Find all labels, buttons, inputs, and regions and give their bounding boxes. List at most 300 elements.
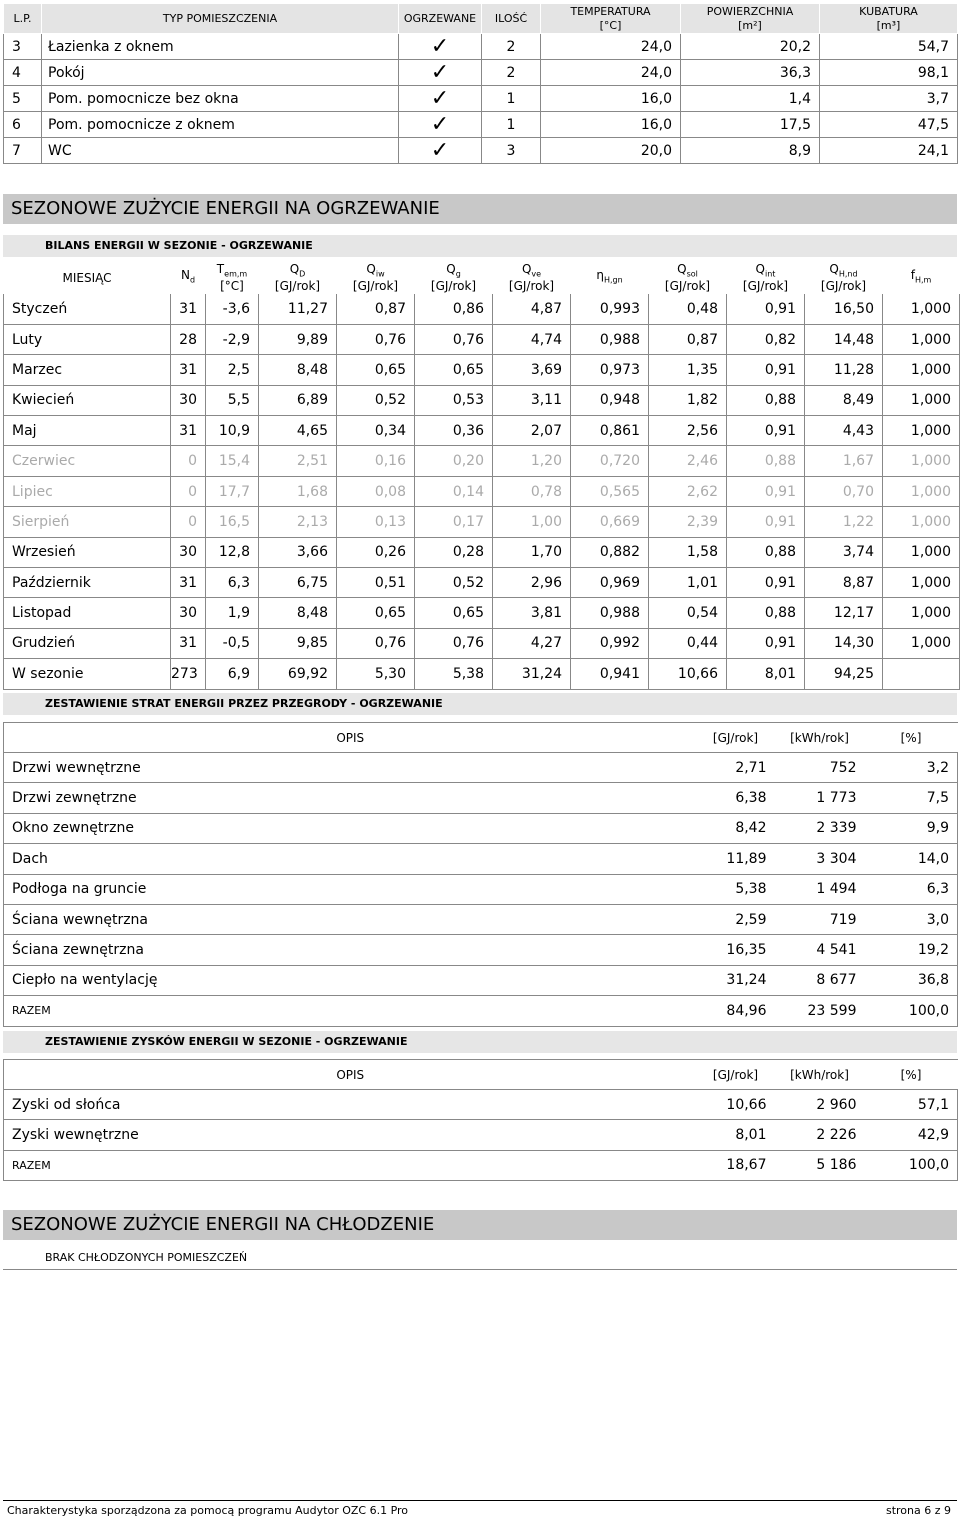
month-qg: 0,76 bbox=[415, 628, 493, 658]
month-qg: 0,65 bbox=[415, 598, 493, 628]
losses-body bbox=[4, 753, 958, 1027]
month-qve: 3,81 bbox=[493, 598, 571, 628]
row-kwh: 1 494 bbox=[775, 874, 865, 904]
table-row bbox=[4, 416, 960, 446]
month-name: Lipiec bbox=[4, 476, 171, 506]
check-icon: ✓ bbox=[399, 112, 482, 138]
table-row bbox=[4, 874, 958, 904]
month-qsol: 2,39 bbox=[649, 507, 727, 537]
row-pct: 3,2 bbox=[865, 753, 958, 783]
month-qiw: 0,26 bbox=[337, 537, 415, 567]
month-eta: 0,861 bbox=[571, 416, 649, 446]
month-nd: 30 bbox=[171, 537, 206, 567]
room-volume: 54,7 bbox=[820, 34, 958, 60]
month-qint: 0,88 bbox=[727, 598, 805, 628]
col-eta-symbol: η bbox=[596, 268, 604, 283]
footer-program: Charakterystyka sporządzona za pomocą programu Audytor OZC 6.1 Pro bbox=[7, 1504, 409, 1517]
row-gj: 16,35 bbox=[697, 935, 775, 965]
room-name: Łazienka z oknem bbox=[42, 34, 399, 60]
col-heated: OGRZEWANE bbox=[399, 4, 482, 34]
col-area bbox=[681, 4, 820, 34]
row-pct: 42,9 bbox=[865, 1120, 958, 1150]
cooling-section-title: SEZONOWE ZUŻYCIE ENERGII NA CHŁODZENIE bbox=[3, 1210, 957, 1240]
col-qd-unit: [GJ/rok] bbox=[274, 279, 321, 294]
row-description: Okno zewnętrzne bbox=[4, 813, 697, 843]
month-qg: 0,28 bbox=[415, 537, 493, 567]
row-gj: 10,66 bbox=[697, 1090, 775, 1120]
month-qd: 8,48 bbox=[259, 598, 337, 628]
month-eta: 0,992 bbox=[571, 628, 649, 658]
col-qve-sub: ve bbox=[531, 269, 542, 279]
month-eta: 0,948 bbox=[571, 385, 649, 415]
table-row bbox=[4, 904, 958, 934]
col-tem-sub: em,m bbox=[224, 269, 248, 279]
col-qint bbox=[727, 262, 805, 294]
table-row bbox=[4, 1120, 958, 1150]
total-row bbox=[4, 1150, 958, 1180]
col-qint-symbol: Q bbox=[755, 262, 765, 276]
month-qd: 1,68 bbox=[259, 476, 337, 506]
col-qd-sub: D bbox=[299, 269, 306, 279]
month-f: 1,000 bbox=[883, 537, 960, 567]
month-nd: 28 bbox=[171, 324, 206, 354]
month-qint: 0,91 bbox=[727, 476, 805, 506]
heating-section-title: SEZONOWE ZUŻYCIE ENERGII NA OGRZEWANIE bbox=[3, 194, 957, 224]
month-name: Październik bbox=[4, 568, 171, 598]
month-qd: 3,66 bbox=[259, 537, 337, 567]
month-qd: 8,48 bbox=[259, 355, 337, 385]
total-row bbox=[4, 996, 958, 1026]
table-row bbox=[4, 507, 960, 537]
month-qint: 0,88 bbox=[727, 537, 805, 567]
month-f: 1,000 bbox=[883, 568, 960, 598]
col-qsol-symbol: Q bbox=[677, 262, 687, 276]
month-nd: 31 bbox=[171, 416, 206, 446]
col-fhm-symbol: f bbox=[910, 268, 915, 283]
row-description: Dach bbox=[4, 844, 697, 874]
total-pct: 100,0 bbox=[865, 1150, 958, 1180]
col-lp: L.P. bbox=[4, 4, 42, 34]
month-qint: 0,91 bbox=[727, 628, 805, 658]
row-kwh: 8 677 bbox=[775, 965, 865, 995]
table-row bbox=[4, 385, 960, 415]
row-pct: 6,3 bbox=[865, 874, 958, 904]
month-qhnd: 16,50 bbox=[805, 294, 883, 324]
total-label: RAZEM bbox=[4, 1150, 697, 1180]
room-area: 36,3 bbox=[681, 60, 820, 86]
month-qiw: 0,34 bbox=[337, 416, 415, 446]
month-qve: 1,00 bbox=[493, 507, 571, 537]
table-row bbox=[4, 628, 960, 658]
month-t: 12,8 bbox=[206, 537, 259, 567]
month-qd: 4,65 bbox=[259, 416, 337, 446]
month-qint: 0,88 bbox=[727, 385, 805, 415]
col-qsol-sub: sol bbox=[686, 269, 698, 279]
col-qve bbox=[493, 262, 571, 294]
month-qve: 3,11 bbox=[493, 385, 571, 415]
row-gj: 6,38 bbox=[697, 783, 775, 813]
row-gj: 11,89 bbox=[697, 844, 775, 874]
month-eta: 0,720 bbox=[571, 446, 649, 476]
col-volume-unit: [m³] bbox=[876, 18, 901, 32]
month-eta: 0,993 bbox=[571, 294, 649, 324]
month-qg: 0,76 bbox=[415, 324, 493, 354]
col-nd bbox=[171, 262, 206, 294]
month-qve: 4,74 bbox=[493, 324, 571, 354]
col-qsol-unit: [GJ/rok] bbox=[664, 279, 711, 294]
room-volume: 47,5 bbox=[820, 112, 958, 138]
room-volume: 3,7 bbox=[820, 86, 958, 112]
month-qint: 0,91 bbox=[727, 355, 805, 385]
row-pct: 7,5 bbox=[865, 783, 958, 813]
month-qg: 0,36 bbox=[415, 416, 493, 446]
month-qg: 0,86 bbox=[415, 294, 493, 324]
row-description: Zyski od słońca bbox=[4, 1090, 697, 1120]
month-qd: 11,27 bbox=[259, 294, 337, 324]
total-gj: 18,67 bbox=[697, 1150, 775, 1180]
month-qiw: 0,65 bbox=[337, 598, 415, 628]
gains-title: ZESTAWIENIE ZYSKÓW ENERGII W SEZONIE - OGRZEWANIE bbox=[3, 1031, 957, 1053]
month-eta: 0,988 bbox=[571, 324, 649, 354]
table-row bbox=[4, 568, 960, 598]
month-qiw: 0,52 bbox=[337, 385, 415, 415]
month-qve: 2,07 bbox=[493, 416, 571, 446]
col-qhnd bbox=[805, 262, 883, 294]
col-volume-label: KUBATURA bbox=[859, 4, 918, 18]
month-qiw: 0,16 bbox=[337, 446, 415, 476]
row-kwh: 3 304 bbox=[775, 844, 865, 874]
month-qsol: 2,46 bbox=[649, 446, 727, 476]
col-qg-unit: [GJ/rok] bbox=[430, 279, 477, 294]
table-row bbox=[4, 1090, 958, 1120]
month-qiw: 0,51 bbox=[337, 568, 415, 598]
month-eta: 0,969 bbox=[571, 568, 649, 598]
row-gj: 2,71 bbox=[697, 753, 775, 783]
col-qsol bbox=[649, 262, 727, 294]
month-qve: 2,96 bbox=[493, 568, 571, 598]
month-nd: 30 bbox=[171, 598, 206, 628]
table-row bbox=[4, 965, 958, 995]
table-row bbox=[4, 476, 960, 506]
table-row bbox=[4, 598, 960, 628]
month-nd: 31 bbox=[171, 294, 206, 324]
row-pct: 19,2 bbox=[865, 935, 958, 965]
check-icon: ✓ bbox=[399, 138, 482, 164]
room-area: 20,2 bbox=[681, 34, 820, 60]
col-tem-symbol: T bbox=[216, 262, 225, 276]
month-f: 1,000 bbox=[883, 476, 960, 506]
month-qg: 0,17 bbox=[415, 507, 493, 537]
energy-balance-table bbox=[3, 262, 960, 690]
month-qsol: 1,01 bbox=[649, 568, 727, 598]
month-t: 17,7 bbox=[206, 476, 259, 506]
month-nd: 0 bbox=[171, 446, 206, 476]
month-f: 1,000 bbox=[883, 416, 960, 446]
room-name: WC bbox=[42, 138, 399, 164]
col-temperature bbox=[541, 4, 681, 34]
col-gj: [GJ/rok] bbox=[697, 1060, 775, 1090]
month-f: 1,000 bbox=[883, 355, 960, 385]
month-qhnd: 0,70 bbox=[805, 476, 883, 506]
col-qiw-unit: [GJ/rok] bbox=[352, 279, 399, 294]
month-t: 2,5 bbox=[206, 355, 259, 385]
season-qint: 8,01 bbox=[727, 659, 805, 689]
check-icon: ✓ bbox=[399, 60, 482, 86]
total-pct: 100,0 bbox=[865, 996, 958, 1026]
month-t: 10,9 bbox=[206, 416, 259, 446]
page-footer bbox=[3, 1500, 957, 1520]
month-name: Kwiecień bbox=[4, 385, 171, 415]
balance-body bbox=[4, 294, 960, 689]
month-qd: 2,13 bbox=[259, 507, 337, 537]
month-qhnd: 3,74 bbox=[805, 537, 883, 567]
room-lp: 6 bbox=[4, 112, 42, 138]
month-qhnd: 8,49 bbox=[805, 385, 883, 415]
month-t: -3,6 bbox=[206, 294, 259, 324]
season-qhnd: 94,25 bbox=[805, 659, 883, 689]
col-fhm-sub: H,m bbox=[914, 275, 932, 285]
table-row bbox=[4, 138, 958, 164]
table-row bbox=[4, 813, 958, 843]
season-eta: 0,941 bbox=[571, 659, 649, 689]
month-t: 1,9 bbox=[206, 598, 259, 628]
room-lp: 4 bbox=[4, 60, 42, 86]
month-name: Marzec bbox=[4, 355, 171, 385]
season-label: W sezonie bbox=[4, 659, 171, 689]
col-qhnd-symbol: Q bbox=[829, 262, 839, 276]
month-qiw: 0,08 bbox=[337, 476, 415, 506]
month-qg: 0,52 bbox=[415, 568, 493, 598]
col-pct: [%] bbox=[865, 723, 958, 753]
col-pct: [%] bbox=[865, 1060, 958, 1090]
table-row bbox=[4, 34, 958, 60]
check-icon: ✓ bbox=[399, 86, 482, 112]
col-qhnd-unit: [GJ/rok] bbox=[820, 279, 867, 294]
total-label: RAZEM bbox=[4, 996, 697, 1026]
row-gj: 8,42 bbox=[697, 813, 775, 843]
season-empty-cell bbox=[883, 659, 960, 689]
col-eta-sub: H,gn bbox=[603, 275, 623, 285]
balance-title: BILANS ENERGII W SEZONIE - OGRZEWANIE bbox=[3, 235, 957, 257]
month-qve: 4,87 bbox=[493, 294, 571, 324]
row-description: Ściana zewnętrzna bbox=[4, 935, 697, 965]
month-qsol: 0,44 bbox=[649, 628, 727, 658]
row-kwh: 752 bbox=[775, 753, 865, 783]
month-f: 1,000 bbox=[883, 324, 960, 354]
row-pct: 36,8 bbox=[865, 965, 958, 995]
col-temperature-label: TEMPERATURA bbox=[570, 4, 651, 18]
col-qg-sub: g bbox=[455, 269, 461, 279]
col-qg-symbol: Q bbox=[446, 262, 456, 276]
month-qve: 1,20 bbox=[493, 446, 571, 476]
table-row bbox=[4, 294, 960, 324]
month-t: 6,3 bbox=[206, 568, 259, 598]
room-name: Pom. pomocnicze bez okna bbox=[42, 86, 399, 112]
room-count: 2 bbox=[482, 34, 541, 60]
col-qiw bbox=[337, 262, 415, 294]
room-count: 1 bbox=[482, 86, 541, 112]
month-name: Czerwiec bbox=[4, 446, 171, 476]
row-pct: 9,9 bbox=[865, 813, 958, 843]
table-row bbox=[4, 935, 958, 965]
month-t: -2,9 bbox=[206, 324, 259, 354]
col-gj: [GJ/rok] bbox=[697, 723, 775, 753]
month-qve: 1,70 bbox=[493, 537, 571, 567]
month-nd: 31 bbox=[171, 355, 206, 385]
col-qiw-symbol: Q bbox=[366, 262, 376, 276]
row-pct: 14,0 bbox=[865, 844, 958, 874]
month-qhnd: 1,22 bbox=[805, 507, 883, 537]
month-qhnd: 4,43 bbox=[805, 416, 883, 446]
month-nd: 0 bbox=[171, 476, 206, 506]
row-description: Zyski wewnętrzne bbox=[4, 1120, 697, 1150]
col-kwh: [kWh/rok] bbox=[775, 723, 865, 753]
month-qsol: 2,62 bbox=[649, 476, 727, 506]
month-qint: 0,91 bbox=[727, 568, 805, 598]
month-name: Wrzesień bbox=[4, 537, 171, 567]
room-temp: 16,0 bbox=[541, 86, 681, 112]
month-qsol: 0,87 bbox=[649, 324, 727, 354]
col-tem-unit: [°C] bbox=[220, 279, 244, 294]
month-qd: 6,89 bbox=[259, 385, 337, 415]
month-name: Grudzień bbox=[4, 628, 171, 658]
table-row bbox=[4, 537, 960, 567]
month-qve: 4,27 bbox=[493, 628, 571, 658]
gains-header-row bbox=[4, 1060, 958, 1090]
col-qint-unit: [GJ/rok] bbox=[742, 279, 789, 294]
row-gj: 8,01 bbox=[697, 1120, 775, 1150]
month-qg: 0,20 bbox=[415, 446, 493, 476]
row-kwh: 719 bbox=[775, 904, 865, 934]
month-t: -0,5 bbox=[206, 628, 259, 658]
table-row bbox=[4, 753, 958, 783]
month-f: 1,000 bbox=[883, 628, 960, 658]
room-count: 2 bbox=[482, 60, 541, 86]
room-count: 1 bbox=[482, 112, 541, 138]
room-temp: 24,0 bbox=[541, 34, 681, 60]
room-lp: 7 bbox=[4, 138, 42, 164]
month-qg: 0,14 bbox=[415, 476, 493, 506]
month-qve: 0,78 bbox=[493, 476, 571, 506]
row-description: Podłoga na gruncie bbox=[4, 874, 697, 904]
col-qiw-sub: iw bbox=[375, 269, 385, 279]
room-temp: 16,0 bbox=[541, 112, 681, 138]
room-name: Pom. pomocnicze z oknem bbox=[42, 112, 399, 138]
month-eta: 0,973 bbox=[571, 355, 649, 385]
month-qsol: 1,35 bbox=[649, 355, 727, 385]
row-gj: 2,59 bbox=[697, 904, 775, 934]
no-cooling-note: BRAK CHŁODZONYCH POMIESZCZEŃ bbox=[3, 1248, 957, 1270]
month-qsol: 2,56 bbox=[649, 416, 727, 446]
row-description: Ciepło na wentylację bbox=[4, 965, 697, 995]
month-eta: 0,565 bbox=[571, 476, 649, 506]
row-pct: 3,0 bbox=[865, 904, 958, 934]
month-qsol: 0,48 bbox=[649, 294, 727, 324]
month-name: Sierpień bbox=[4, 507, 171, 537]
month-qsol: 1,58 bbox=[649, 537, 727, 567]
row-kwh: 2 226 bbox=[775, 1120, 865, 1150]
month-qiw: 0,13 bbox=[337, 507, 415, 537]
month-qhnd: 11,28 bbox=[805, 355, 883, 385]
month-qint: 0,91 bbox=[727, 416, 805, 446]
month-t: 5,5 bbox=[206, 385, 259, 415]
col-volume bbox=[820, 4, 958, 34]
season-qve: 31,24 bbox=[493, 659, 571, 689]
losses-table bbox=[3, 722, 958, 1027]
month-qint: 0,91 bbox=[727, 294, 805, 324]
season-qd: 69,92 bbox=[259, 659, 337, 689]
check-icon: ✓ bbox=[399, 34, 482, 60]
rooms-table bbox=[3, 3, 958, 164]
col-fhm bbox=[883, 262, 960, 294]
col-qhnd-sub: H,nd bbox=[838, 269, 858, 279]
col-qve-symbol: Q bbox=[521, 262, 532, 276]
col-eta bbox=[571, 262, 649, 294]
season-total-row bbox=[4, 659, 960, 689]
total-gj: 84,96 bbox=[697, 996, 775, 1026]
month-f: 1,000 bbox=[883, 294, 960, 324]
col-opis: OPIS bbox=[4, 723, 697, 753]
room-area: 1,4 bbox=[681, 86, 820, 112]
month-qve: 3,69 bbox=[493, 355, 571, 385]
col-count: ILOŚĆ bbox=[482, 4, 541, 34]
season-qiw: 5,30 bbox=[337, 659, 415, 689]
table-row bbox=[4, 324, 960, 354]
month-qhnd: 14,48 bbox=[805, 324, 883, 354]
month-eta: 0,988 bbox=[571, 598, 649, 628]
month-qiw: 0,76 bbox=[337, 628, 415, 658]
month-f: 1,000 bbox=[883, 598, 960, 628]
col-room-type: TYP POMIESZCZENIA bbox=[42, 4, 399, 34]
month-t: 16,5 bbox=[206, 507, 259, 537]
room-volume: 24,1 bbox=[820, 138, 958, 164]
season-qg: 5,38 bbox=[415, 659, 493, 689]
col-month-label: MIESIĄC bbox=[62, 270, 112, 285]
month-qsol: 1,82 bbox=[649, 385, 727, 415]
col-nd-sub: d bbox=[189, 275, 196, 285]
gains-table bbox=[3, 1059, 958, 1181]
col-month bbox=[4, 262, 171, 294]
table-row bbox=[4, 355, 960, 385]
month-nd: 31 bbox=[171, 568, 206, 598]
room-lp: 5 bbox=[4, 86, 42, 112]
row-gj: 31,24 bbox=[697, 965, 775, 995]
total-kwh: 5 186 bbox=[775, 1150, 865, 1180]
col-qd bbox=[259, 262, 337, 294]
row-gj: 5,38 bbox=[697, 874, 775, 904]
col-nd-symbol: N bbox=[180, 268, 190, 283]
row-description: Drzwi zewnętrzne bbox=[4, 783, 697, 813]
row-kwh: 4 541 bbox=[775, 935, 865, 965]
gains-body bbox=[4, 1090, 958, 1181]
table-row bbox=[4, 446, 960, 476]
col-qd-symbol: Q bbox=[289, 262, 300, 276]
month-f: 1,000 bbox=[883, 385, 960, 415]
row-kwh: 2 339 bbox=[775, 813, 865, 843]
month-qd: 9,85 bbox=[259, 628, 337, 658]
room-lp: 3 bbox=[4, 34, 42, 60]
month-eta: 0,669 bbox=[571, 507, 649, 537]
room-temp: 20,0 bbox=[541, 138, 681, 164]
month-nd: 31 bbox=[171, 628, 206, 658]
month-qhnd: 12,17 bbox=[805, 598, 883, 628]
month-qhnd: 14,30 bbox=[805, 628, 883, 658]
col-opis: OPIS bbox=[4, 1060, 697, 1090]
table-row bbox=[4, 844, 958, 874]
col-qint-sub: int bbox=[765, 269, 776, 279]
losses-header-row bbox=[4, 723, 958, 753]
row-pct: 57,1 bbox=[865, 1090, 958, 1120]
